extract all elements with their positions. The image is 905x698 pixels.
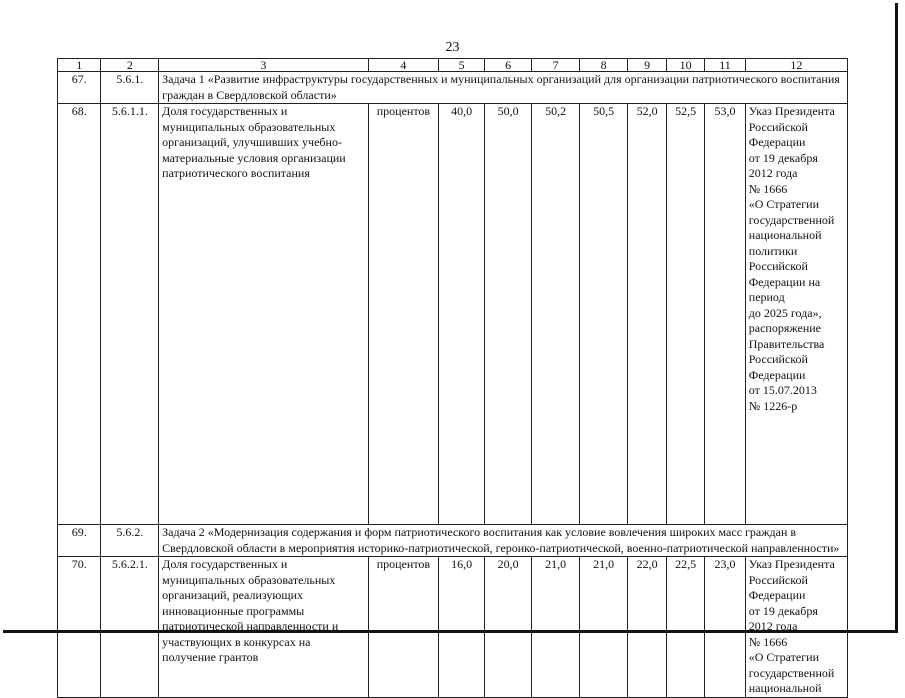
column-header: 5 [439, 59, 485, 72]
row-number: 68. [58, 104, 101, 525]
value: 50,2 [532, 104, 580, 525]
row-code: 5.6.2.1. [101, 557, 159, 698]
column-header: 10 [666, 59, 704, 72]
row-code: 5.6.2. [101, 525, 159, 557]
basis-line: от 15.07.2013 [748, 383, 817, 397]
basis-line: Правительства [748, 336, 825, 351]
table-row [58, 557, 848, 698]
indicator-name: Доля государственных и муниципальных образовательных организаций, реализующих инновационные программы патриотической направленности и участвующих в конкурсах на получение грантов [159, 557, 368, 698]
basis-line: государственной [748, 212, 835, 227]
basis-line: Федерации [748, 367, 806, 382]
value: 21,0 [579, 557, 628, 698]
legal-basis [745, 104, 847, 525]
basis-line: Федерации [748, 135, 806, 149]
basis-line: распоряжение [748, 321, 821, 335]
column-header: 6 [484, 59, 532, 72]
value: 52,5 [666, 104, 704, 525]
column-header: 9 [628, 59, 666, 72]
column-header: 4 [368, 59, 439, 72]
basis-line: от 19 декабря [748, 150, 818, 165]
row-number: 67. [58, 72, 101, 104]
table-row [58, 525, 848, 557]
basis-line: Федерации [748, 588, 806, 602]
basis-line: Федерации на [748, 274, 821, 289]
basis-line: Указ Президента [748, 557, 835, 571]
table-row [58, 72, 848, 104]
basis-line: № 1666 [748, 181, 788, 196]
basis-line: Российской [748, 572, 808, 587]
value: 22,5 [666, 557, 704, 698]
basis-line: Российской [748, 259, 808, 273]
row-code: 5.6.1.1. [101, 104, 159, 525]
basis-line: 2012 года [748, 166, 798, 180]
value: 50,5 [579, 104, 628, 525]
value: 40,0 [439, 104, 485, 525]
basis-line: национальной [748, 228, 822, 242]
unit: процентов [368, 104, 439, 525]
page-number: 23 [445, 40, 460, 55]
basis-line: Указ Президента [748, 104, 835, 118]
basis-line: «О Стратегии [748, 197, 820, 211]
column-header: 11 [705, 59, 745, 72]
value: 52,0 [628, 104, 666, 525]
value: 53,0 [705, 104, 745, 525]
basis-line: период [748, 290, 785, 304]
column-number-row [58, 59, 848, 72]
basis-line: Российской [748, 119, 808, 134]
basis-line: государственной [748, 665, 835, 680]
value: 21,0 [532, 557, 580, 698]
indicator-name: Доля государственных и муниципальных образовательных организаций, улучшивших учебно-материальные условия организации патриотического воспитания [159, 104, 368, 525]
basis-line: 2012 года [748, 619, 798, 633]
row-number: 70. [58, 557, 101, 698]
task-title: Задача 2 «Модернизация содержания и форм патриотического воспитания как условие вовлечения широких масс граждан в Свердловской области в мероприятия историко-патриотической, героико-патриотической, военно-патриотической направленности» [159, 525, 848, 557]
legal-basis [745, 557, 847, 698]
column-header: 3 [159, 59, 368, 72]
column-header: 2 [101, 59, 159, 72]
basis-line: политики [748, 243, 798, 258]
value: 20,0 [484, 557, 532, 698]
basis-line: до 2025 года», [748, 305, 822, 320]
table-row [58, 104, 848, 525]
row-number: 69. [58, 525, 101, 557]
basis-line: «О Стратегии [748, 650, 820, 664]
unit: процентов [368, 557, 439, 698]
column-header: 1 [58, 59, 101, 72]
basis-line: национальной [748, 681, 822, 695]
column-header: 8 [579, 59, 628, 72]
basis-line: № 1666 [748, 634, 788, 649]
basis-line: от 19 декабря [748, 603, 818, 618]
value: 50,0 [484, 104, 532, 525]
value: 16,0 [439, 557, 485, 698]
basis-line: № 1226-р [748, 398, 798, 413]
value: 23,0 [705, 557, 745, 698]
column-header: 12 [745, 59, 847, 72]
indicators-table [57, 58, 848, 698]
basis-line: Российской [748, 352, 808, 366]
task-title: Задача 1 «Развитие инфраструктуры государственных и муниципальных организаций для организации патриотического воспитания граждан в Свердловской области» [159, 72, 848, 104]
column-header: 7 [532, 59, 580, 72]
value: 22,0 [628, 557, 666, 698]
row-code: 5.6.1. [101, 72, 159, 104]
